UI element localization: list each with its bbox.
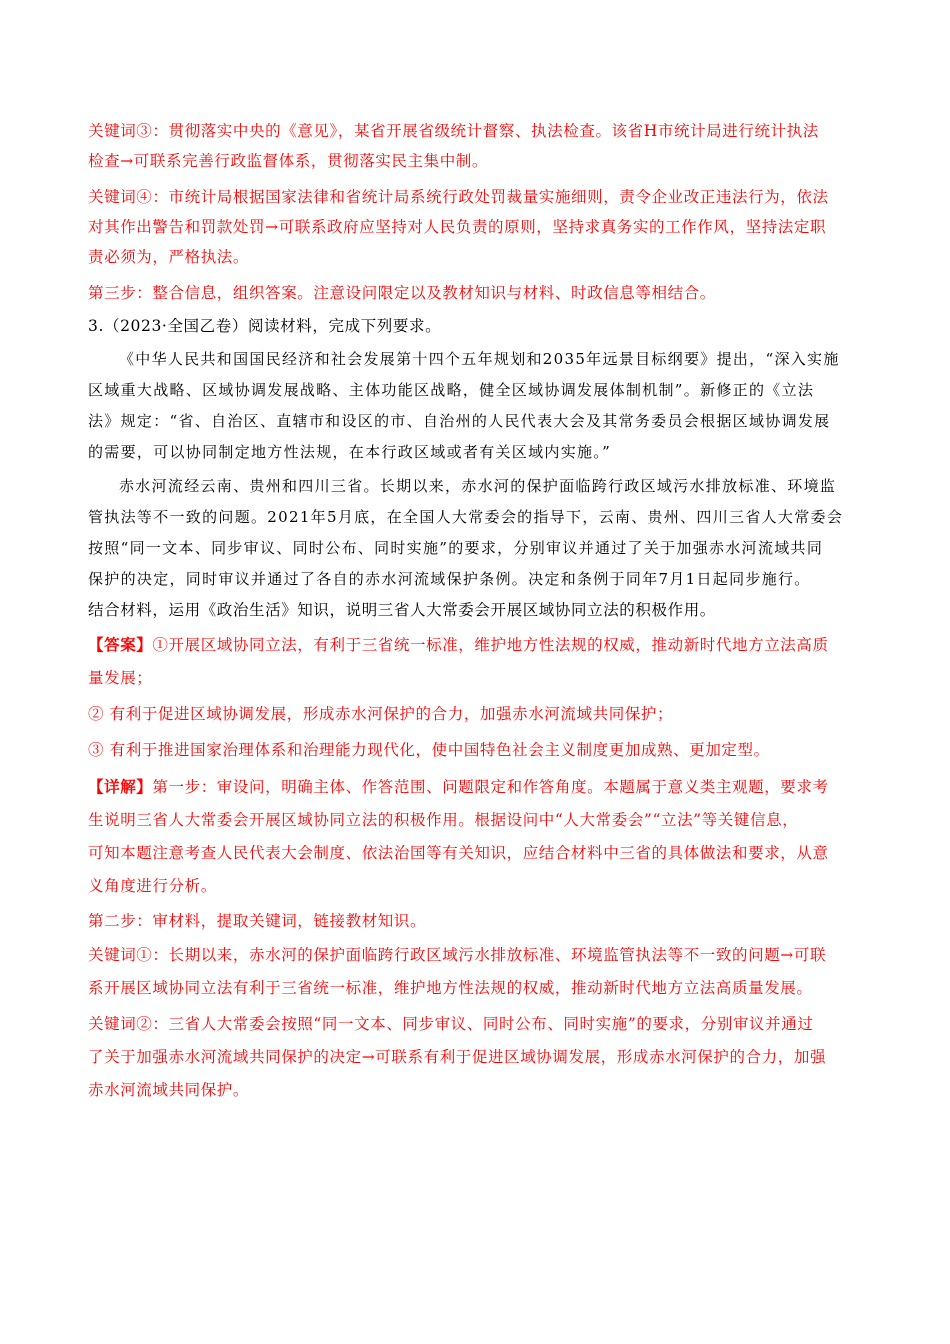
material-paragraph-2 xyxy=(88,471,864,595)
keyword-4-line-1: 关键词④：市统计局根据国家法律和省统计局系统行政处罚裁量实施细则，责令企业改正违法行为，依法 xyxy=(88,188,829,206)
step-2-text: 第二步：审材料，提取关键词，链接教材知识。 xyxy=(88,912,427,930)
keyword-3-block xyxy=(88,116,864,176)
answer-point-1: ①开展区域协同立法，有利于三省统一标准，维护地方性法规的权威，推动新时代地方立法高质 xyxy=(152,636,829,654)
answer-block xyxy=(88,628,864,767)
material-2-line-1: 赤水河流经云南、贵州和四川三省。长期以来，赤水河的保护面临跨行政区域污水排放标准、环境监 xyxy=(119,477,837,495)
question-prompt: 结合材料，运用《政治生活》知识，说明三省人大常委会开展区域协同立法的积极作用。 xyxy=(88,601,716,619)
keyword-3-line-2: 检查→可联系完善行政监督体系，贯彻落实民主集中制。 xyxy=(88,152,488,170)
keyword-3-line-1: 关键词③：贯彻落实中央的《意见》，某省开展省级统计督察、执法检查。该省H市统计局进行统计执法 xyxy=(88,122,819,140)
answer-line-2: 量发展； xyxy=(88,669,153,687)
keyword-4-line-2: 对其作出警告和罚款处罚→可联系政府应坚持对人民负责的原则，坚持求真务实的工作作风，坚持法定职 xyxy=(88,218,827,236)
question-header: 3.（2023·全国乙卷）阅读材料，完成下列要求。 xyxy=(88,317,442,335)
keyword-4-block xyxy=(88,182,864,272)
material-1-line-4: 的需要，可以协同制定地方性法规，在本行政区域或者有关区域内实施。” xyxy=(88,443,612,461)
detail-label: 【详解】 xyxy=(88,777,153,796)
material-1-line-1: 《中华人民共和国国民经济和社会发展第十四个五年规划和2035年远景目标纲要》提出，“深入实施 xyxy=(119,350,840,368)
keyword-2-line-3: 赤水河流域共同保护。 xyxy=(88,1081,250,1099)
answer-point-2: ② 有利于促进区域协调发展，形成赤水河保护的合力，加强赤水河流域共同保护； xyxy=(88,705,674,723)
keyword-1-line-2: 系开展区域协同立法有利于三省统一标准，维护地方性法规的权威，推动新时代地方立法高质量发展。 xyxy=(88,979,813,997)
keyword-1-line-1: 关键词①：长期以来，赤水河的保护面临跨行政区域污水排放标准、环境监管执法等不一致的问题→可联 xyxy=(88,946,827,964)
material-1-line-3: 法》规定：“省、自治区、直辖市和设区的市、自治州的人民代表大会及其常务委员会根据区域协调发展 xyxy=(88,412,831,430)
answer-point-3: ③ 有利于推进国家治理体系和治理能力现代化，使中国特色社会主义制度更加成熟、更加定型。 xyxy=(88,741,770,759)
step-3-text: 第三步：整合信息，组织答案。注意设问限定以及教材知识与材料、时政信息等相结合。 xyxy=(88,284,716,302)
keyword-2-line-1: 关键词②：三省人大常委会按照“同一文本、同步审议、同时公布、同时实施”的要求，分别审议并通过 xyxy=(88,1015,814,1033)
answer-label: 【答案】 xyxy=(88,635,153,654)
answer-line-1 xyxy=(88,628,864,662)
keyword-1-block xyxy=(88,939,864,1005)
material-paragraph-1 xyxy=(88,344,864,468)
detail-line-3: 可知本题注意考查人民代表大会制度、依法治国等有关知识，应结合材料中三省的具体做法和要求，从意 xyxy=(88,844,829,862)
material-2-line-4: 保护的决定，同时审议并通过了各自的赤水河流域保护条例。决定和条例于同年7月1日起同步施行。 xyxy=(88,570,811,588)
material-1-line-2: 区域重大战略、区域协调发展战略、主体功能区战略，健全区域协调发展体制机制”。新修正的《立法 xyxy=(88,381,815,399)
detail-step-1: 第一步：审设问，明确主体、作答范围、问题限定和作答角度。本题属于意义类主观题，要求考 xyxy=(152,778,829,796)
material-2-line-3: 按照“同一文本、同步审议、同时公布、同时实施”的要求，分别审议并通过了关于加强赤水河流域共同 xyxy=(88,539,824,557)
keyword-2-line-2: 了关于加强赤水河流域共同保护的决定→可联系有利于促进区域协调发展，形成赤水河保护的合力，加强 xyxy=(88,1048,827,1066)
material-2-line-2: 管执法等不一致的问题。2021年5月底，在全国人大常委会的指导下，云南、贵州、四川三省人大常委会 xyxy=(88,508,844,526)
keyword-4-line-3: 责必须为，严格执法。 xyxy=(88,248,250,266)
detail-block xyxy=(88,770,864,903)
keyword-2-block xyxy=(88,1008,864,1107)
detail-line-2: 生说明三省人大常委会开展区域协同立法的积极作用。根据设问中“人大常委会”“立法”等关键信息， xyxy=(88,811,799,829)
detail-line-1 xyxy=(88,770,864,804)
detail-line-4: 义角度进行分析。 xyxy=(88,877,217,895)
